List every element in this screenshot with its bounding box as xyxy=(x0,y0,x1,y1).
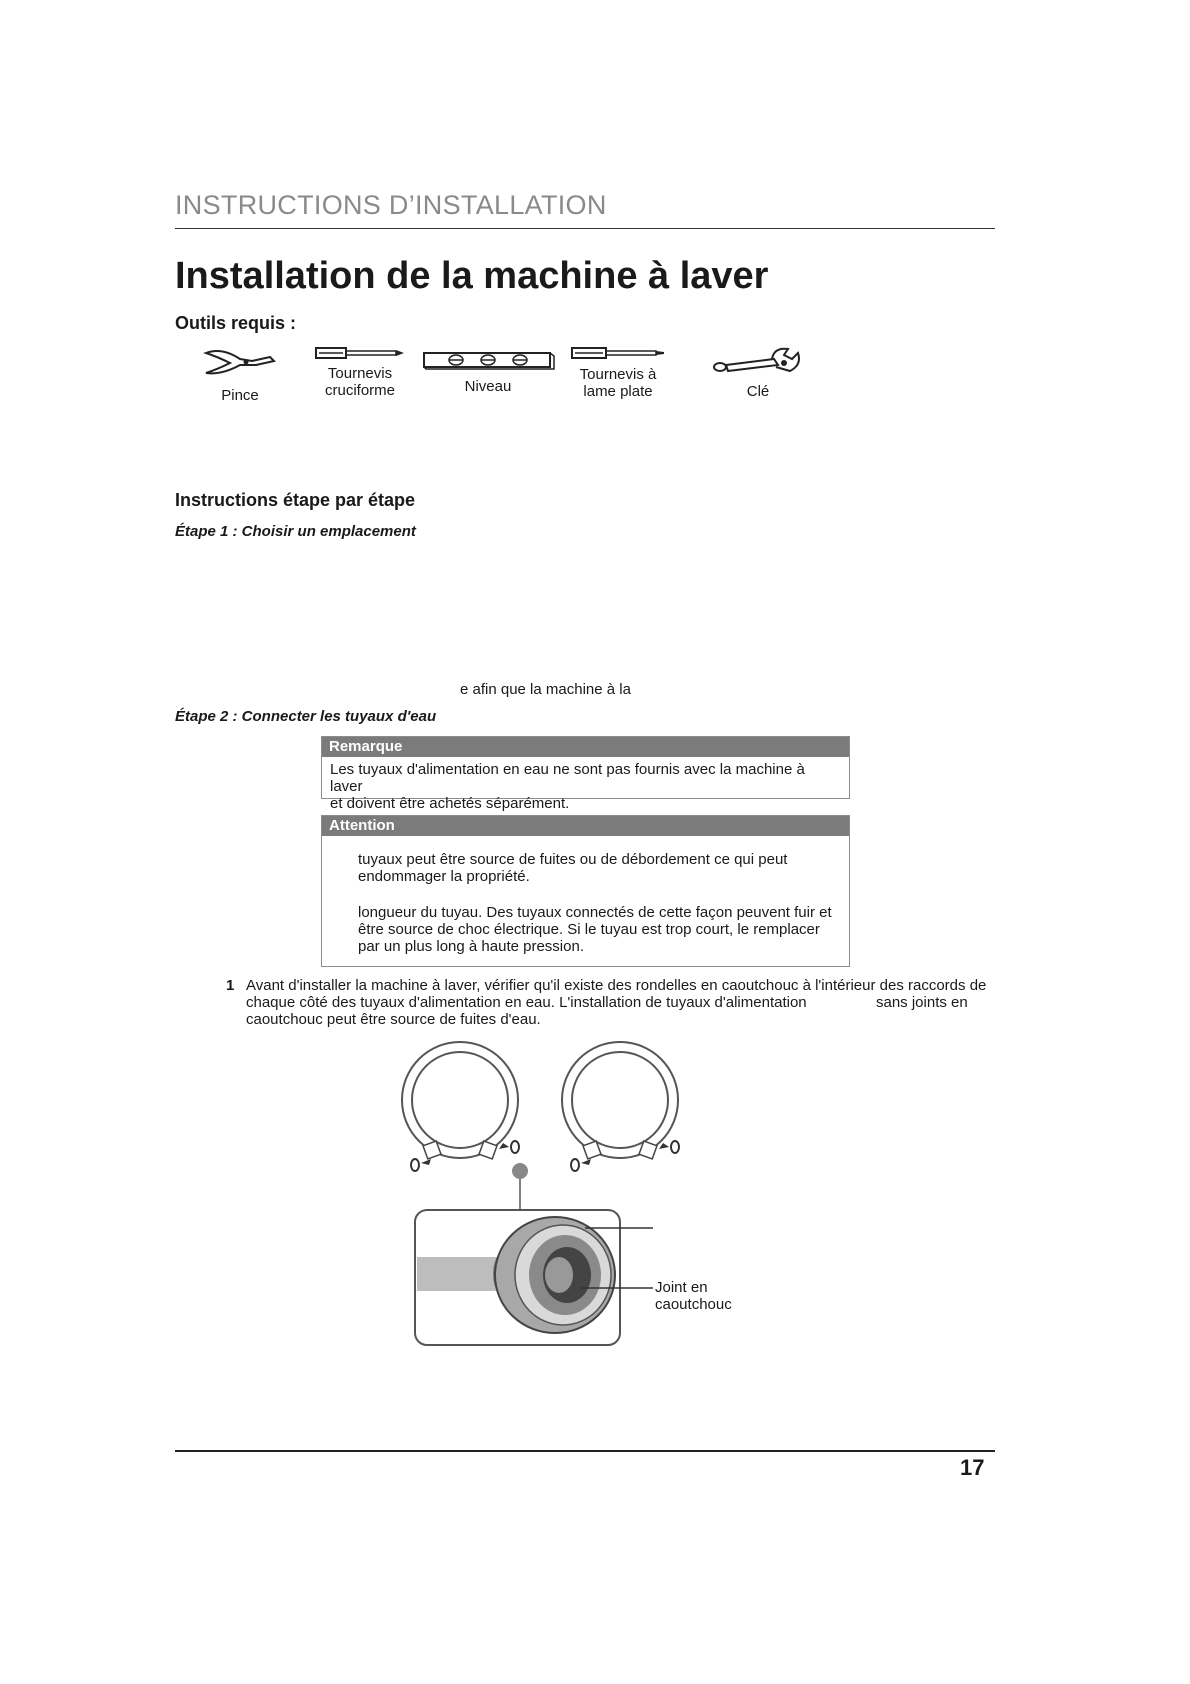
tool-wrench xyxy=(710,345,806,400)
item1-line: Avant d'installer la machine à laver, vérifier qu'il existe des rondelles en caoutchouc à l'intérieur des raccords de xyxy=(246,977,987,994)
item1-number: 1 xyxy=(226,977,235,994)
item1-line: caoutchouc peut être source de fuites d'eau. xyxy=(246,1011,541,1028)
header-divider xyxy=(175,228,995,229)
page-number: 17 xyxy=(960,1455,985,1480)
tool-label-tournevis-cruciforme xyxy=(310,365,410,399)
caution-line: longueur du tuyau. Des tuyaux connectés de cette façon peuvent fuir et xyxy=(358,904,832,921)
caution-body xyxy=(322,836,849,961)
phillips-screwdriver-icon xyxy=(314,345,406,361)
rubber-seal-callout xyxy=(655,1279,732,1313)
tool-label-cle: Clé xyxy=(746,383,770,400)
page-title: Installation de la machine à laver xyxy=(175,255,769,297)
caution-line: être source de choc électrique. Si le tuyau est trop court, le remplacer xyxy=(358,921,820,938)
step1-fragment: e afin que la machine à la xyxy=(460,681,631,698)
item1-line2-start: chaque côté des tuyaux d'alimentation en eau. L'installation de tuyaux d'alimentation xyxy=(246,994,807,1011)
tool-phillips-screwdriver xyxy=(310,345,410,399)
flat-screwdriver-icon xyxy=(570,345,666,361)
item1-text xyxy=(246,977,1006,1028)
note-line: et doivent être achetés séparément. xyxy=(330,795,570,812)
wrench-icon xyxy=(710,345,806,381)
tool-label-line: Tournevis à xyxy=(579,366,657,383)
hose-left-icon xyxy=(402,1042,519,1171)
step2-title: Étape 2 : Connecter les tuyaux d'eau xyxy=(175,708,437,725)
hose-right-icon xyxy=(562,1042,679,1171)
tool-label-pince: Pince xyxy=(221,387,259,404)
step1-title: Étape 1 : Choisir un emplacement xyxy=(175,523,416,540)
caution-label: Attention xyxy=(322,816,849,836)
callout-line: caoutchouc xyxy=(655,1296,732,1313)
pliers-icon xyxy=(200,345,280,381)
caution-line: tuyaux peut être source de fuites ou de débordement ce qui peut xyxy=(358,851,788,868)
item1-line2 xyxy=(246,994,1006,1011)
tool-pliers xyxy=(195,345,285,404)
tool-spirit-level xyxy=(418,350,558,395)
hose-fitting-detail xyxy=(415,1210,653,1345)
tool-flat-screwdriver xyxy=(568,345,668,400)
note-box xyxy=(321,736,850,812)
caution-box xyxy=(321,815,850,967)
tool-label-line: Tournevis xyxy=(327,365,393,382)
callout-line: Joint en xyxy=(655,1279,708,1296)
tool-label-line: lame plate xyxy=(583,383,653,400)
tool-label-tournevis-lame-plate xyxy=(568,366,668,400)
instructions-heading: Instructions étape par étape xyxy=(175,490,416,510)
footer-divider xyxy=(175,1450,995,1452)
note-line: Les tuyaux d'alimentation en eau ne sont pas fournis avec la machine à laver xyxy=(330,761,805,795)
item1-line2-end: sans joints en xyxy=(876,994,968,1011)
note-body xyxy=(322,757,849,818)
tool-label-niveau: Niveau xyxy=(464,378,512,395)
caution-line: endommager la propriété. xyxy=(358,868,530,885)
spirit-level-icon xyxy=(420,350,556,372)
tools-heading: Outils requis : xyxy=(175,313,297,333)
caution-line: par un plus long à haute pression. xyxy=(358,938,584,955)
tool-label-line: cruciforme xyxy=(324,382,395,399)
section-header: INSTRUCTIONS D’INSTALLATION xyxy=(175,190,607,220)
note-label: Remarque xyxy=(322,737,849,757)
